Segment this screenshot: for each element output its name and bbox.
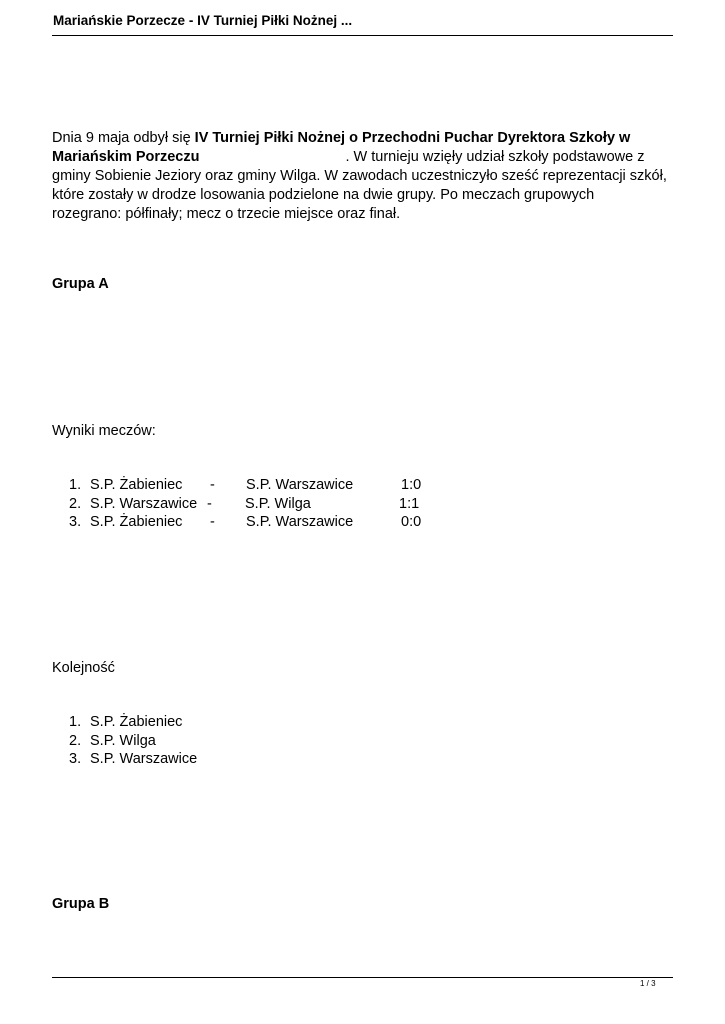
group-b-heading: Grupa B bbox=[52, 896, 110, 912]
intro-line-2 bbox=[52, 148, 677, 167]
team-name: S.P. Warszawice bbox=[90, 751, 198, 767]
list-number: 2. bbox=[69, 495, 82, 512]
header-divider bbox=[52, 35, 673, 36]
list-number: 3. bbox=[69, 751, 82, 767]
intro-line-3: gminy Sobienie Jeziory oraz gminy Wilga. W zawodach uczestniczyło sześć reprezentacji szkół, bbox=[52, 168, 667, 184]
team-name: S.P. Żabieniec bbox=[90, 714, 183, 730]
away-team: S.P. Wilga bbox=[245, 495, 311, 512]
list-number: 1. bbox=[69, 477, 82, 493]
group-a-heading: Grupa A bbox=[52, 276, 109, 292]
intro-line-4: które zostały w drodze losowania podzielone na dwie grupy. Po meczach grupowych bbox=[52, 187, 595, 203]
separator: - bbox=[210, 514, 215, 530]
list-number: 2. bbox=[69, 732, 82, 749]
match-score: 1:1 bbox=[399, 495, 420, 512]
intro-line-5: rozegrano: półfinały; mecz o trzecie miejsce oraz finał. bbox=[52, 206, 401, 222]
home-team: S.P. Żabieniec bbox=[90, 477, 183, 493]
document-header-title: Mariańskie Porzecze - IV Turniej Piłki Nożnej ... bbox=[53, 13, 353, 28]
intro-text: Dnia 9 maja odbył się bbox=[52, 130, 195, 146]
home-team: S.P. Żabieniec bbox=[90, 514, 183, 530]
team-name: S.P. Wilga bbox=[90, 732, 156, 749]
results-label: Wyniki meczów: bbox=[52, 423, 156, 439]
intro-paragraph bbox=[52, 129, 677, 224]
away-team: S.P. Warszawice bbox=[246, 514, 354, 530]
list-number: 3. bbox=[69, 514, 82, 530]
away-team: S.P. Warszawice bbox=[246, 477, 354, 493]
footer-divider bbox=[52, 977, 673, 978]
tournament-location: Mariańskim Porzeczu bbox=[52, 149, 200, 165]
list-number: 1. bbox=[69, 714, 82, 730]
page-number: 1 / 3 bbox=[640, 979, 656, 988]
match-score: 1:0 bbox=[401, 477, 422, 493]
separator: - bbox=[210, 477, 215, 493]
tournament-name: IV Turniej Piłki Nożnej o Przechodni Puchar Dyrektora Szkoły w bbox=[194, 130, 631, 146]
intro-text: . W turnieju wzięły udział szkoły podstawowe z bbox=[345, 149, 645, 165]
home-team: S.P. Warszawice bbox=[90, 495, 198, 512]
separator: - bbox=[207, 495, 212, 512]
standings-label: Kolejność bbox=[52, 660, 115, 676]
match-score: 0:0 bbox=[401, 514, 422, 530]
intro-line-1 bbox=[52, 129, 677, 148]
